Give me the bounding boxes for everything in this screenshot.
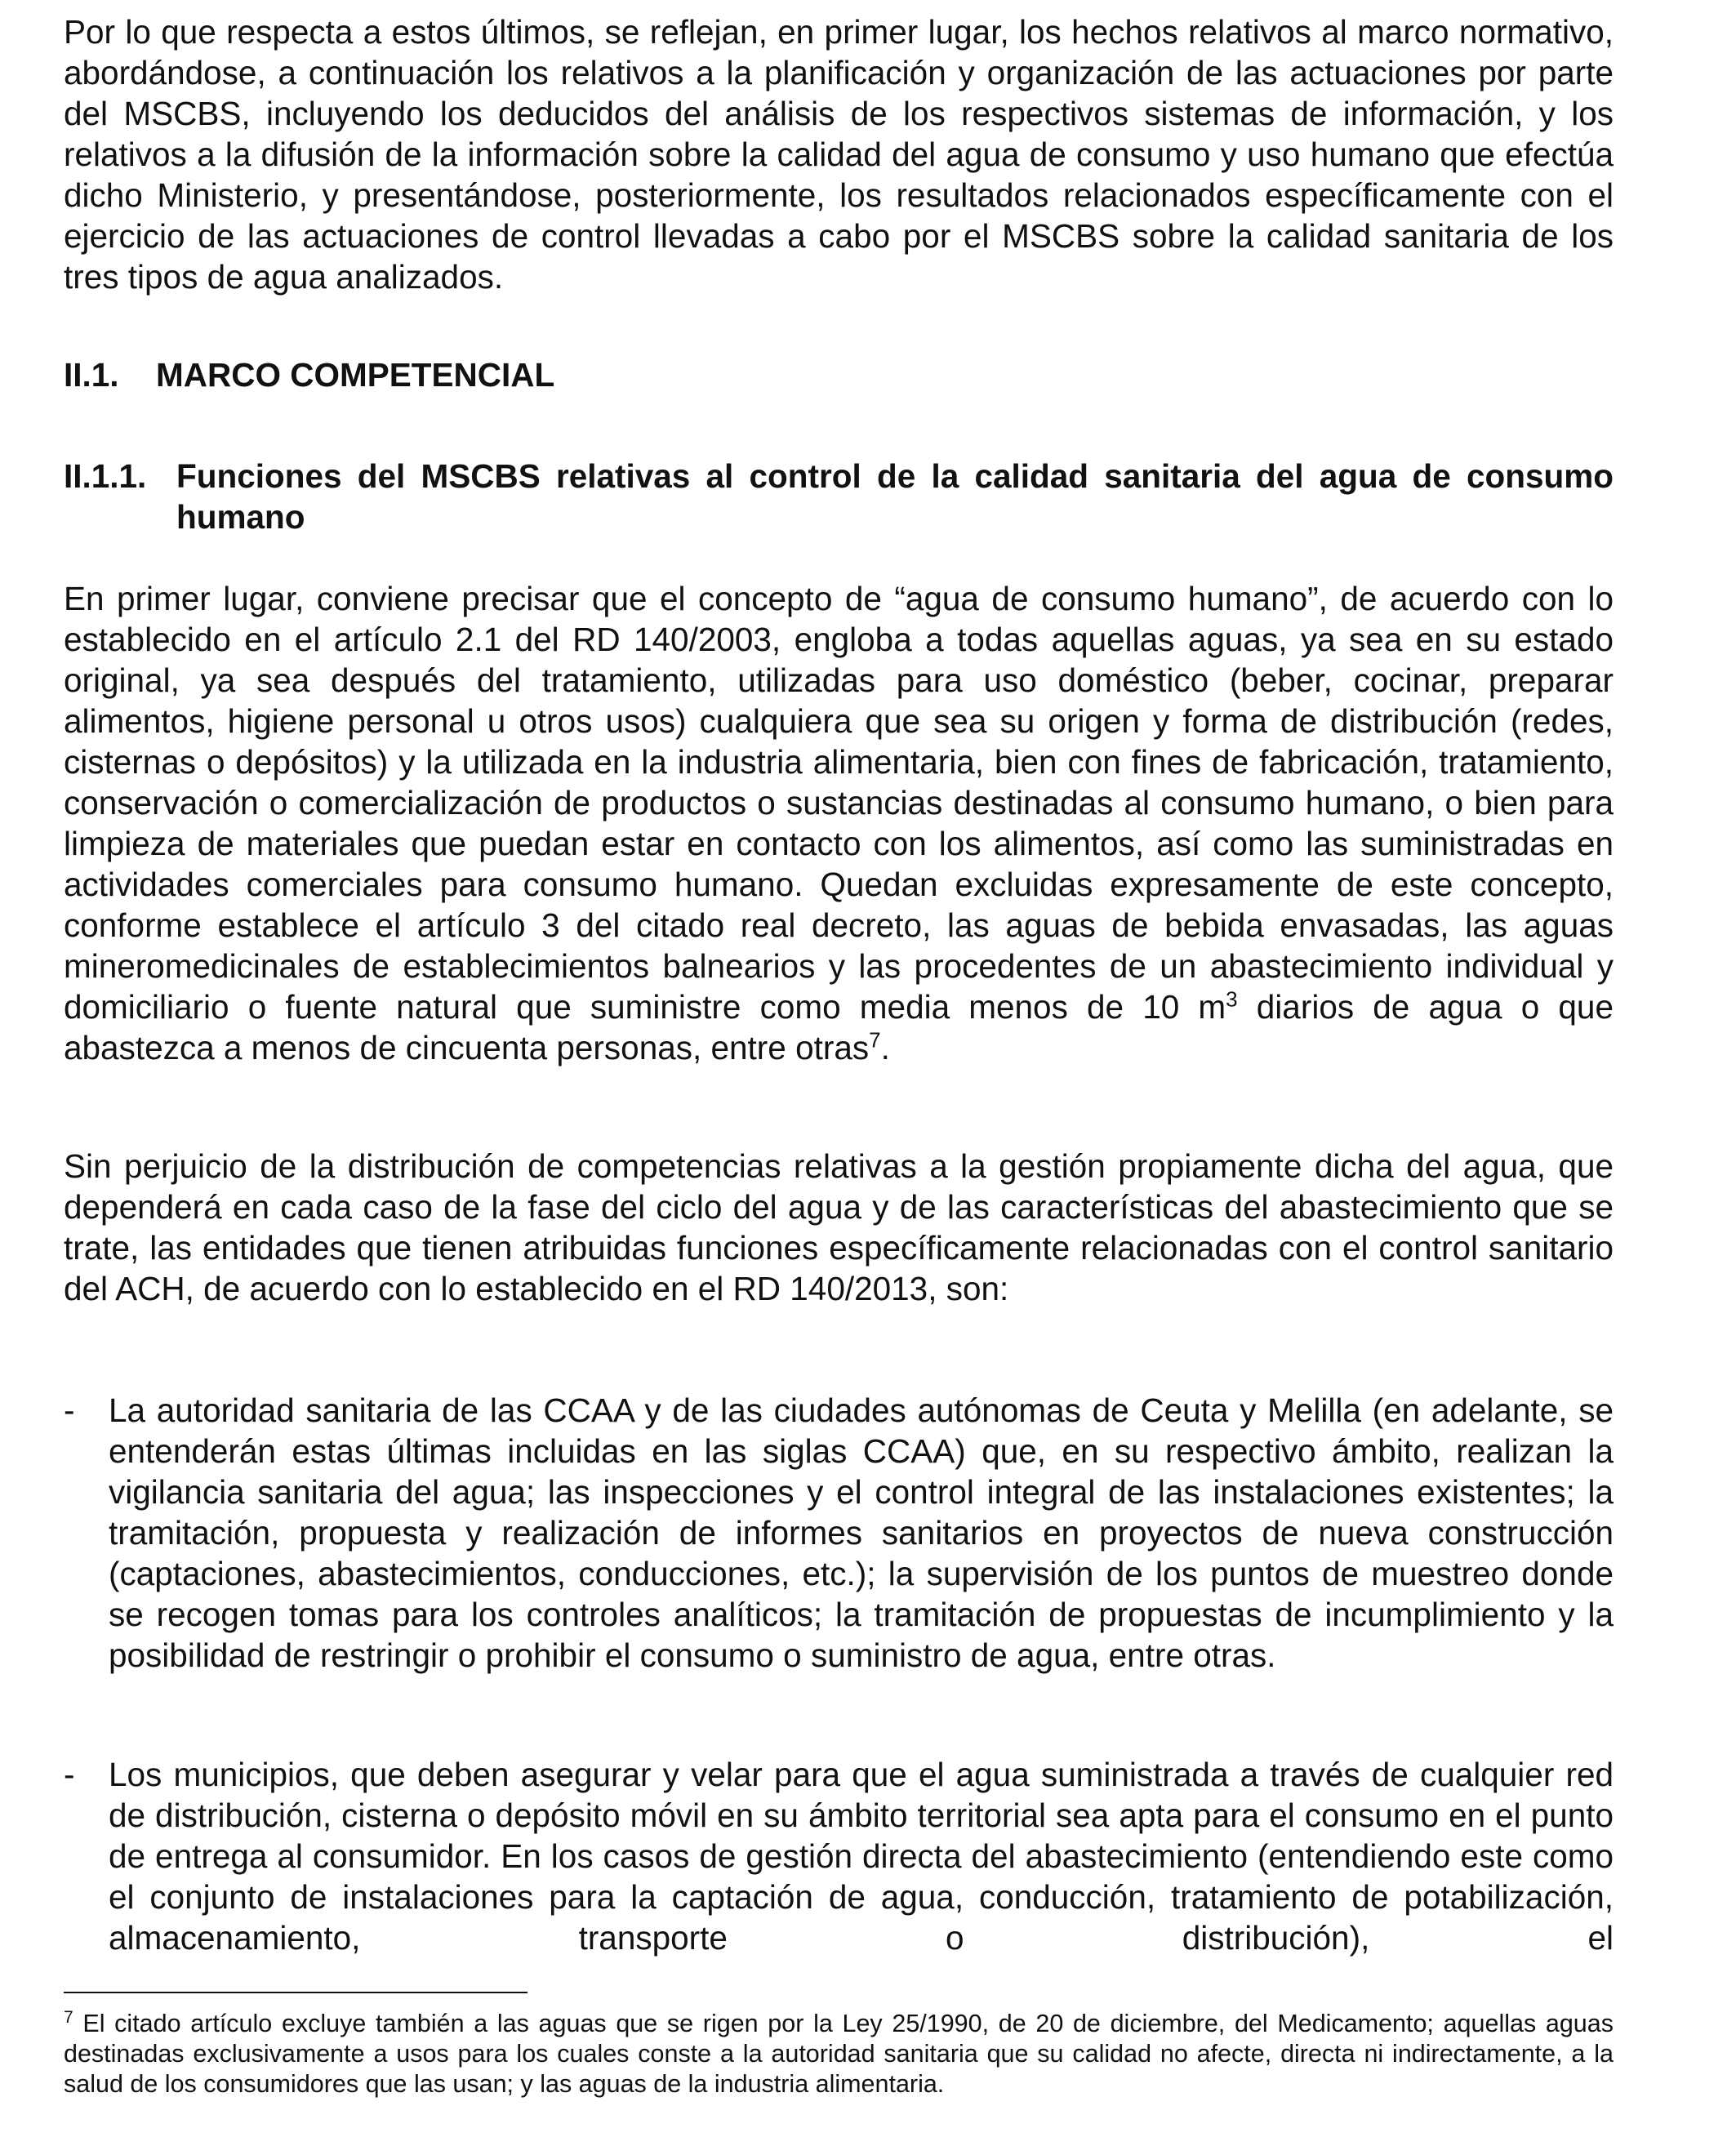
bullet-dash: - (64, 1756, 75, 1793)
cubic-meter-superscript: 3 (1226, 986, 1238, 1012)
list-item-autoridad-sanitaria (64, 1390, 1614, 1676)
footnote-separator (64, 1992, 527, 1993)
subsection-number: II.1.1. (64, 457, 147, 495)
section-title: MARCO COMPETENCIAL (156, 356, 555, 394)
definition-text-continued: diarios de agua o que abastezca a menos de cincuenta personas, entre otras (64, 988, 1614, 1066)
footnote (64, 2009, 1614, 2099)
definition-text-main: En primer lugar, conviene precisar que el concepto de “agua de consumo humano”, de acuerdo con lo establecido en el artículo 2.1 del RD 140/2003, engloba a todas aquellas aguas, ya sea en su estado original, ya sea después del tratamiento, utilizadas para uso doméstico (beber, cocinar, preparar alimentos, higiene personal u otros usos) cualquiera que sea su origen y forma de distribución (redes, cisternas o depósitos) y la utilizada en la industria alimentaria, bien con fines de fabricación, tratamiento, conservación o comercialización de productos o sustancias destinadas al consumo humano, o bien para limpieza de materiales que puedan estar en contacto con los alimentos, así como las suministradas en actividades comerciales para consumo humano. Quedan excluidas expresamente de este concepto, conforme establece el artículo 3 del citado real decreto, las aguas de bebida envasadas, las aguas mineromedicinales de establecimientos balnearios y las procedentes de un abastecimiento individual y domiciliario o fuente natural que suministre como media menos de 10 m (64, 580, 1614, 1026)
footnote-reference: 7 (869, 1027, 881, 1053)
entities-paragraph: Sin perjuicio de la distribución de competencias relativas a la gestión propiamente dicha del agua, que dependerá en cada caso de la fase del ciclo del agua y de las características del abastecimiento que se trate, las entidades que tienen atribuidas funciones específicamente relacionadas con el control sanitario del ACH, de acuerdo con lo establecido en el RD 140/2013, son: (64, 1147, 1614, 1307)
subsection-heading (64, 456, 1614, 537)
footnote-text: El citado artículo excluye también a las aguas que se rigen por la Ley 25/1990, de 20 de diciembre, del Medicamento; aquellas aguas destinadas exclusivamente a usos para los cuales conste a la autoridad sanitaria que su calidad no afecte, directa ni indirectamente, a la salud de los consumidores que las usan; y las aguas de la industria alimentaria. (64, 2010, 1614, 2098)
list-item-municipios (64, 1754, 1614, 1958)
bullet-dash: - (64, 1391, 75, 1429)
intro-paragraph: Por lo que respecta a estos últimos, se reflejan, en primer lugar, los hechos relativos al marco normativo, abordándose, a continuación los relativos a la planificación y organización de las actuaciones por parte del MSCBS, incluyendo los deducidos del análisis de los respectivos sistemas de información, y los relativos a la difusión de la información sobre la calidad del agua de consumo y uso humano que efectúa dicho Ministerio, y presentándose, posteriormente, los resultados relacionados específicamente con el ejercicio de las actuaciones de control llevadas a cabo por el MSCBS sobre la calidad sanitaria de los tres tipos de agua analizados. (64, 13, 1614, 296)
section-number: II.1. (64, 356, 119, 394)
bullet-text: Los municipios, que deben asegurar y velar para que el agua suministrada a través de cualquier red de distribución, cisterna o depósito móvil en su ámbito territorial sea apta para el consumo en el punto de entrega al consumidor. En los casos de gestión directa del abastecimiento (entendiendo este como el conjunto de instalaciones para la captación de agua, conducción, tratamiento de potabilización, almacenamiento, transporte o distribución), el (109, 1756, 1614, 1957)
footnote-number: 7 (64, 2007, 73, 2027)
subsection-title: Funciones del MSCBS relativas al control de la calidad sanitaria del agua de consumo humano (176, 457, 1614, 536)
definition-text-end: . (880, 1029, 890, 1066)
section-heading (64, 354, 554, 395)
definition-paragraph (64, 578, 1614, 1068)
bullet-text: La autoridad sanitaria de las CCAA y de las ciudades autónomas de Ceuta y Melilla (en adelante, se entenderán estas últimas incluidas en las siglas CCAA) que, en su respectivo ámbito, realizan la vigilancia sanitaria del agua; las inspecciones y el control integral de las instalaciones existentes; la tramitación, propuesta y realización de informes sanitarios en proyectos de nueva construcción (captaciones, abastecimientos, conducciones, etc.); la supervisión de los puntos de muestreo donde se recogen tomas para los controles analíticos; la tramitación de propuestas de incumplimiento y la posibilidad de restringir o prohibir el consumo o suministro de agua, entre otras. (109, 1391, 1614, 1674)
